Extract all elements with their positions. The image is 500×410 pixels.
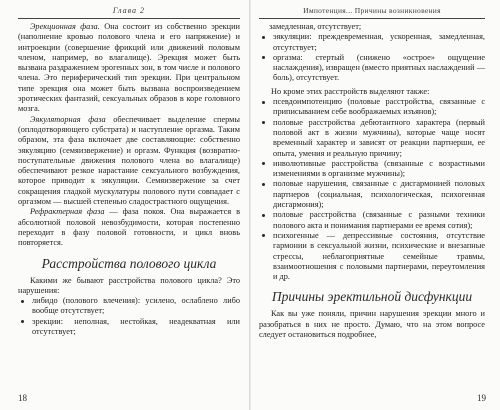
lead-paragraph: Но кроме этих расстройств выделяют также:	[271, 86, 430, 96]
term-label: Рефрактерная фаза	[30, 207, 105, 217]
running-header: Импотенция... Причины возникновения	[303, 6, 441, 15]
closing-paragraph: Как вы уже поняли, причин нарушения эрекции много и разобраться в них не просто. Думаю, что на этом вопросе следует остановиться подробнее,	[259, 309, 485, 340]
bullet-icon	[262, 121, 265, 124]
bullet-icon	[21, 300, 24, 303]
list-item: эякуляции: преждевременная, ускоренная, замедленная, отсутствует;	[259, 32, 485, 53]
bullet-icon	[262, 234, 265, 237]
paragraph-erection-phase	[18, 22, 240, 115]
section-heading: Расстройства полового цикла	[41, 255, 217, 271]
continued-list	[259, 22, 485, 84]
page-number: 19	[477, 393, 486, 403]
intro-paragraph: Какими же бывают расстройства полового цикла? Это нарушения:	[18, 275, 240, 295]
list-item: либидо (полового влечения): усилено, ослаблено либо вообще отсутствует;	[18, 296, 240, 317]
paragraph-refractory-phase	[18, 207, 240, 248]
paragraph-text: — фаза покоя. Она выражается в абсолютной половой невозбудимости, которая постепенно переходит в фазу половой готовности, и цикл вновь повторяется.	[18, 207, 240, 248]
left-page	[0, 0, 249, 410]
list-item: замедленная, отсутствует;	[269, 22, 362, 31]
left-text-column	[18, 22, 240, 337]
term-label: Эякуляторная фаза	[30, 114, 106, 124]
right-page	[251, 0, 500, 410]
right-text-column	[259, 22, 485, 340]
header-rule	[259, 18, 485, 19]
term-label: Эрекционная фаза.	[30, 22, 100, 31]
list-item: половые нарушения, связанные с дисгармонией половых партнеров (социальная, психологическая, психогенная дисгармония);	[259, 179, 485, 210]
bullet-icon	[21, 320, 24, 323]
bullet-icon	[262, 183, 265, 186]
page-number: 18	[18, 393, 27, 403]
list-item: психогенные — депрессивные состояния, отсутствие гармонии в сексуальной жизни, психические и внезапные стрессы, неблагоприятные семейные травмы, взаимоотношения с половыми партнерами, переутомления и др.	[259, 231, 485, 282]
bullet-icon	[262, 214, 265, 217]
bullet-icon	[262, 162, 265, 165]
list-item: оргазма: стертый (снижено «острое» ощущение наслаждения), извращен (вместо приятных наслаждений — боль), отсутствует.	[259, 53, 485, 84]
paragraph-text: обеспечивает выделение спермы (оплодотворяющего субстрата) и наступление оргазма. Таким образом, эта фаза включает две составляющие: собственно эякуляцию (семяизвержение) и оргазм. Функция (возвратно-поступательные движения полового члена во влагалище) обеспечивают резкое нарастание сексуального возбуждения, которое приводит к эякуляции. Семяизвержение за счет сокращения гладкой мускулатуры полового пути совпадает с оргазмом — высшей степенью сладострастного ощущения.	[18, 114, 240, 207]
paragraph-ejaculation-phase	[18, 115, 240, 208]
additional-disorders-list	[259, 97, 485, 282]
list-item: эрекции: неполная, нестойкая, неадекватная или отсутствует;	[18, 317, 240, 338]
paragraph-text: Она состоит из собственно эрекции (наполнение кровью полового члена и его напряжение) и интроекции (совершение фрикций или движений половым членом, например, во влагалище). Эрекция может быть вызвана раздражением эрогенных зон, в том числе и полового члена. Это периферический тип эрекции. При центральном типе эрекция она может быть вызвана воспроизведением эротических фантазий, сексуальных образов в коре головного мозга.	[18, 22, 240, 114]
bullet-icon	[262, 36, 265, 39]
list-item: псевдоимпотенцию (половые расстройства, связанные с приписыванием себе воображаемых изъянов);	[259, 97, 485, 118]
list-item: инволютивные расстройства (связанные с возрастными изменениями в организме мужчины);	[259, 159, 485, 180]
section-heading: Причины эректильной дисфункции	[271, 289, 473, 305]
bullet-icon	[262, 56, 265, 59]
list-item: половые расстройства (связанные с разными техники полового акта и понимания партнерами ее время сотия);	[259, 210, 485, 231]
bullet-icon	[262, 101, 265, 104]
header-rule	[18, 18, 240, 19]
list-item: половые расстройства дебютантного характера (первый половой акт в жизни мужчины), которые чаще носят временный характер и зависят от реакции партнерши, ее опыта, умения и реальную причину;	[259, 118, 485, 159]
running-header: Глава 2	[112, 6, 146, 15]
disorder-list	[18, 296, 240, 337]
